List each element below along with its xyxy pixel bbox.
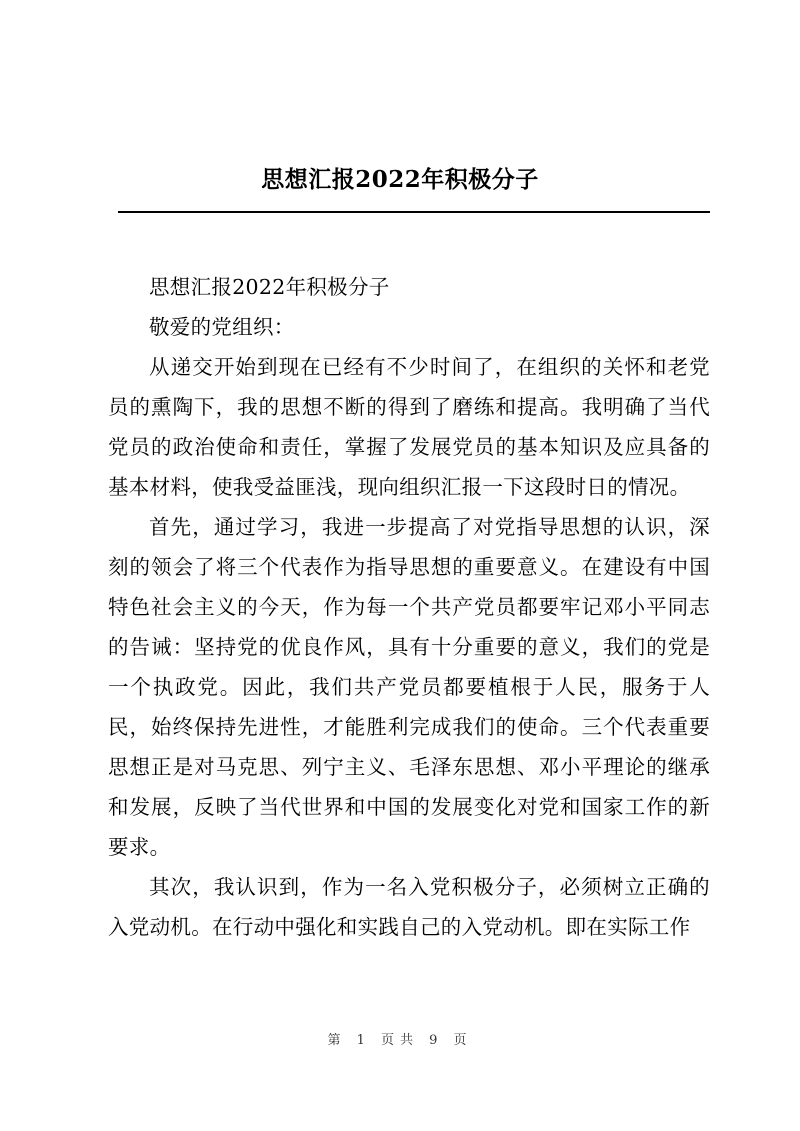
page-title: 思想汇报2022年积极分子 [261,166,539,193]
paragraph-salutation: 敬爱的党组织： [149,315,295,339]
paragraph-second: 其次，我认识到，作为一名入党积极分子，必须树立正确的入党动机。在行动中强化和实践自己的入党动机。即在实际工作 [108,875,710,939]
paragraph-heading: 思想汇报2022年积极分子 [149,275,390,299]
page-footer: 第 1 页共 9 页 [327,1033,473,1048]
document-body [108,267,710,947]
paragraph-first: 首先，通过学习，我进一步提高了对党指导思想的认识，深刻的领会了将三个代表作为指导思想的重要意义。在建设有中国特色社会主义的今天，作为每一个共产党员都要牢记邓小平同志的告诫：坚持党的优良作风，具有十分重要的意义，我们的党是一个执政党。因此，我们共产党员都要植根于人民，服务于人民，始终保持先进性，才能胜利完成我们的使命。三个代表重要思想正是对马克思、列宁主义、毛泽东思想、邓小平理论的继承和发展，反映了当代世界和中国的发展变化对党和国家工作的新要求。 [108,515,710,859]
paragraph-intro: 从递交开始到现在已经有不少时间了，在组织的关怀和老党员的熏陶下，我的思想不断的得到了磨练和提高。我明确了当代党员的政治使命和责任，掌握了发展党员的基本知识及应具备的基本材料，使我受益匪浅，现向组织汇报一下这段时日的情况。 [108,355,710,499]
title-divider [118,211,710,213]
